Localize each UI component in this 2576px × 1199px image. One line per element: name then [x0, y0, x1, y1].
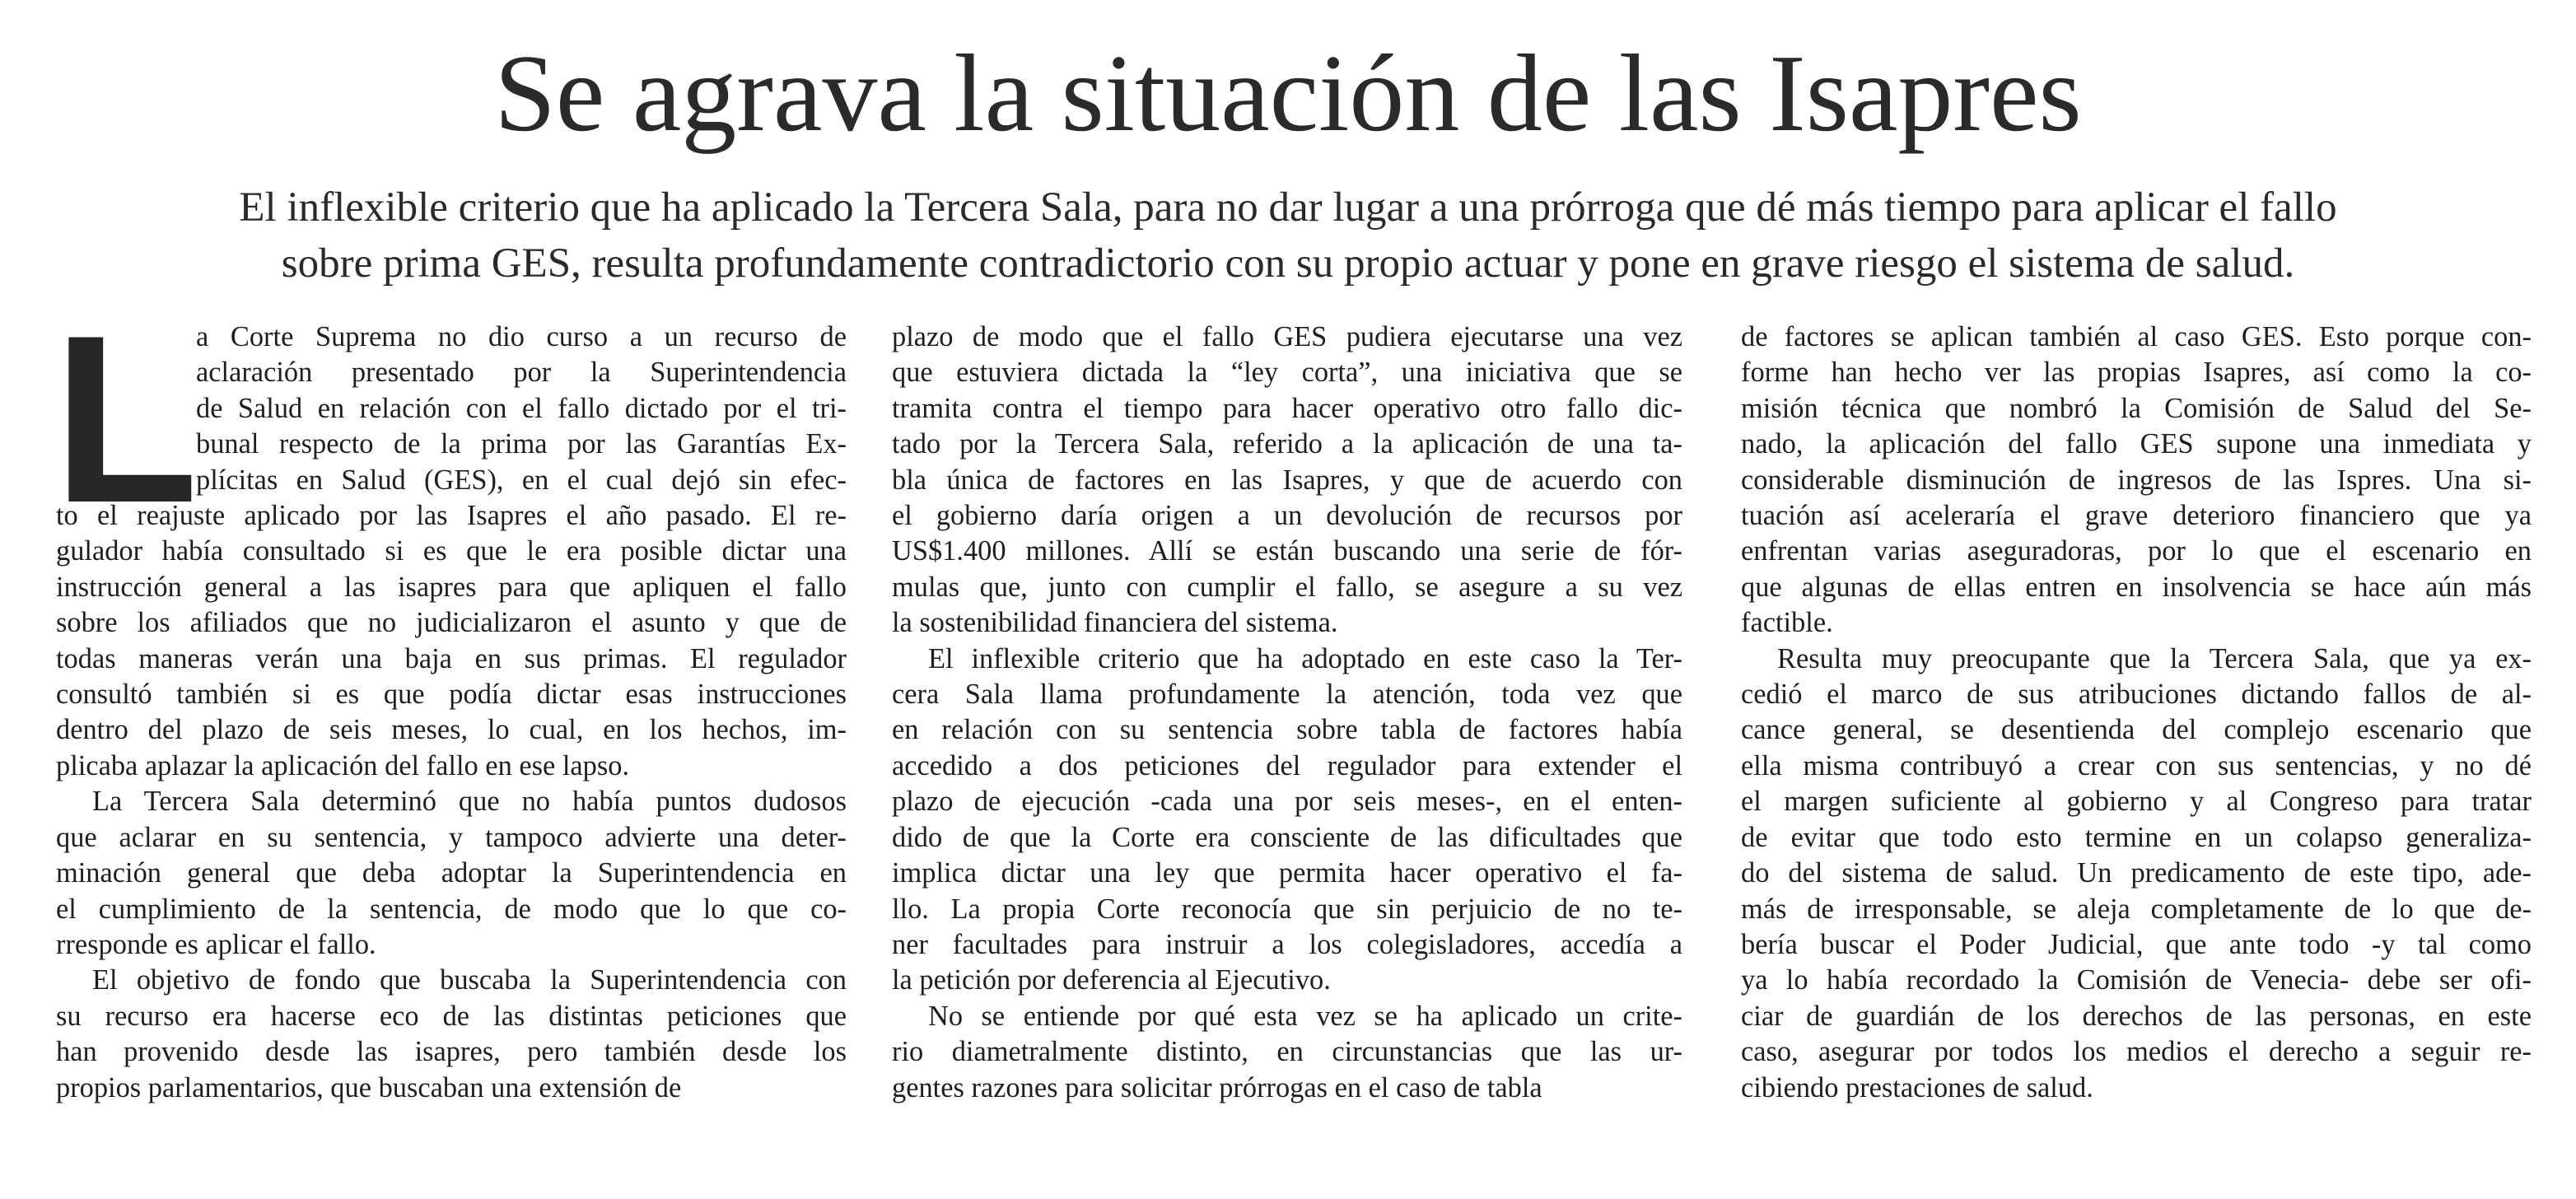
body-line: que algunas de ellas entren en insolvencia se hace aún más	[1741, 571, 2532, 603]
body-line: todas maneras verán una baja en sus primas. El regulador	[56, 642, 847, 674]
body-line: El objetivo de fondo que buscaba la Superintendencia con	[92, 964, 847, 996]
headline: Se agrava la situación de las Isapres	[494, 32, 2082, 154]
deck	[66, 180, 2510, 292]
body-line: rresponde es aplicar el fallo.	[56, 928, 376, 960]
body-line: forme han hecho ver las propias Isapres, así como la co-	[1741, 357, 2532, 389]
deck-line: sobre prima GES, resulta profundamente contradictorio con su propio actuar y pone en grave riesgo el sistema de salud.	[281, 240, 2295, 287]
body-line: rio diametralmente distinto, en circunstancias que las ur-	[892, 1036, 1682, 1068]
body-line: bería buscar el Poder Judicial, que ante todo -y tal como	[1741, 928, 2532, 960]
body-line: consultó también si es que podía dictar esas instrucciones	[56, 679, 847, 711]
body-line: factible.	[1741, 607, 1833, 639]
body-line: el margen suficiente al gobierno y al Congreso para tratar	[1741, 786, 2532, 818]
deck-line: El inflexible criterio que ha aplicado la Tercera Sala, para no dar lugar a una prórroga que dé más tiempo para aplicar el fallo	[239, 184, 2337, 231]
body-line: mulas que, junto con cumplir el fallo, se asegure a su vez	[892, 571, 1682, 603]
body-line: la petición por deferencia al Ejecutivo.	[892, 964, 1331, 996]
body-line: de factores se aplican también al caso GES. Esto porque con-	[1741, 321, 2532, 352]
body-line: plícitas en Salud (GES), en el cual dejó sin efec-	[196, 464, 847, 496]
body-line: aclaración presentado por la Superintendencia	[196, 357, 847, 389]
body-line: sobre los afiliados que no judicializaron el asunto y que de	[56, 607, 847, 639]
body-line: gulador había consultado si es que le era posible dictar una	[56, 535, 847, 567]
body-line: to el reajuste aplicado por las Isapres el año pasado. El re-	[56, 500, 847, 532]
body-line: que aclarar en su sentencia, y tampoco advierte una deter-	[56, 821, 847, 853]
body-line: tado por la Tercera Sala, referido a la aplicación de una ta-	[892, 428, 1682, 460]
body-line: implica dictar una ley que permita hacer operativo el fa-	[892, 857, 1682, 889]
body-line: enfrentan varias aseguradoras, por lo que el escenario en	[1741, 535, 2532, 567]
body-line: más de irresponsable, se aleja completamente de lo que de-	[1741, 893, 2532, 925]
body-line: ella misma contribuyó a crear con sus sentencias, y no dé	[1741, 749, 2532, 781]
body-line: accedido a dos peticiones del regulador para extender el	[892, 749, 1682, 781]
body-line: bunal respecto de la prima por las Garantías Ex-	[196, 428, 847, 460]
body-line: plazo de modo que el fallo GES pudiera ejecutarse una vez	[892, 321, 1682, 352]
column-1	[56, 320, 847, 1106]
body-line: minación general que deba adoptar la Superintendencia en	[56, 857, 847, 889]
body-line: considerable disminución de ingresos de las Ispres. Una si-	[1741, 464, 2532, 496]
body-line: ner facultades para instruir a los colegisladores, accedía a	[892, 928, 1682, 960]
body-line: tuación así aceleraría el grave deterioro financiero que ya	[1741, 500, 2532, 532]
body-line: cedió el marco de sus atribuciones dictando fallos de al-	[1741, 679, 2532, 711]
body-line: No se entiende por qué esta vez se ha aplicado un crite-	[928, 1000, 1682, 1032]
body-line: de Salud en relación con el fallo dictado por el tri-	[196, 392, 847, 424]
body-line: cance general, se desentienda del complejo escenario que	[1741, 714, 2532, 746]
body-line: misión técnica que nombró la Comisión de Salud del Se-	[1741, 392, 2532, 424]
body-line: en relación con su sentencia sobre tabla de factores había	[892, 714, 1682, 746]
body-line: instrucción general a las isapres para que apliquen el fallo	[56, 571, 847, 603]
body-line: Resulta muy preocupante que la Tercera Sala, que ya ex-	[1777, 642, 2532, 674]
body-line: plicaba aplazar la aplicación del fallo en ese lapso.	[56, 749, 630, 781]
body-line: nado, la aplicación del fallo GES supone una inmediata y	[1741, 428, 2532, 460]
body-line: la sostenibilidad financiera del sistema.	[892, 607, 1338, 639]
body-line: propios parlamentarios, que buscaban una extensión de	[56, 1071, 682, 1103]
body-line: tramita contra el tiempo para hacer operativo otro fallo dic-	[892, 392, 1682, 424]
body-line: US$1.400 millones. Allí se están buscando una serie de fór-	[892, 535, 1682, 567]
body-line: ciar de guardián de los derechos de las personas, en este	[1741, 1000, 2532, 1032]
body-line: caso, asegurar por todos los medios el derecho a seguir re-	[1741, 1036, 2532, 1068]
body-line: su recurso era hacerse eco de las distintas peticiones que	[56, 1000, 847, 1032]
body-line: a Corte Suprema no dio curso a un recurso de	[196, 321, 847, 352]
body-line: han provenido desde las isapres, pero también desde los	[56, 1036, 847, 1068]
body-line: gentes razones para solicitar prórrogas en el caso de tabla	[892, 1071, 1542, 1103]
body-line: plazo de ejecución -cada una por seis meses-, en el enten-	[892, 786, 1682, 818]
body-line: el gobierno daría origen a un devolución de recursos por	[892, 500, 1682, 532]
body-line: de evitar que todo esto termine en un colapso generaliza-	[1741, 821, 2532, 853]
body-line: La Tercera Sala determinó que no había puntos dudosos	[92, 786, 847, 818]
column-2	[892, 320, 1682, 1106]
body-line: bla única de factores en las Isapres, y que de acuerdo con	[892, 464, 1682, 496]
column-3	[1741, 320, 2532, 1106]
body-line: que estuviera dictada la “ley corta”, una iniciativa que se	[892, 357, 1682, 389]
body-line: cera Sala llama profundamente la atención, toda vez que	[892, 679, 1682, 711]
body-line: dentro del plazo de seis meses, lo cual, en los hechos, im-	[56, 714, 847, 746]
drop-cap: L	[53, 286, 199, 553]
body-line: El inflexible criterio que ha adoptado en este caso la Ter-	[928, 642, 1682, 674]
body-line: el cumplimiento de la sentencia, de modo que lo que co-	[56, 893, 847, 925]
body-line: llo. La propia Corte reconocía que sin perjuicio de no te-	[892, 893, 1682, 925]
body-line: do del sistema de salud. Un predicamento de este tipo, ade-	[1741, 857, 2532, 889]
body-line: dido de que la Corte era consciente de las dificultades que	[892, 821, 1682, 853]
body-line: cibiendo prestaciones de salud.	[1741, 1071, 2093, 1103]
body-line: ya lo había recordado la Comisión de Venecia- debe ser ofi-	[1741, 964, 2532, 996]
